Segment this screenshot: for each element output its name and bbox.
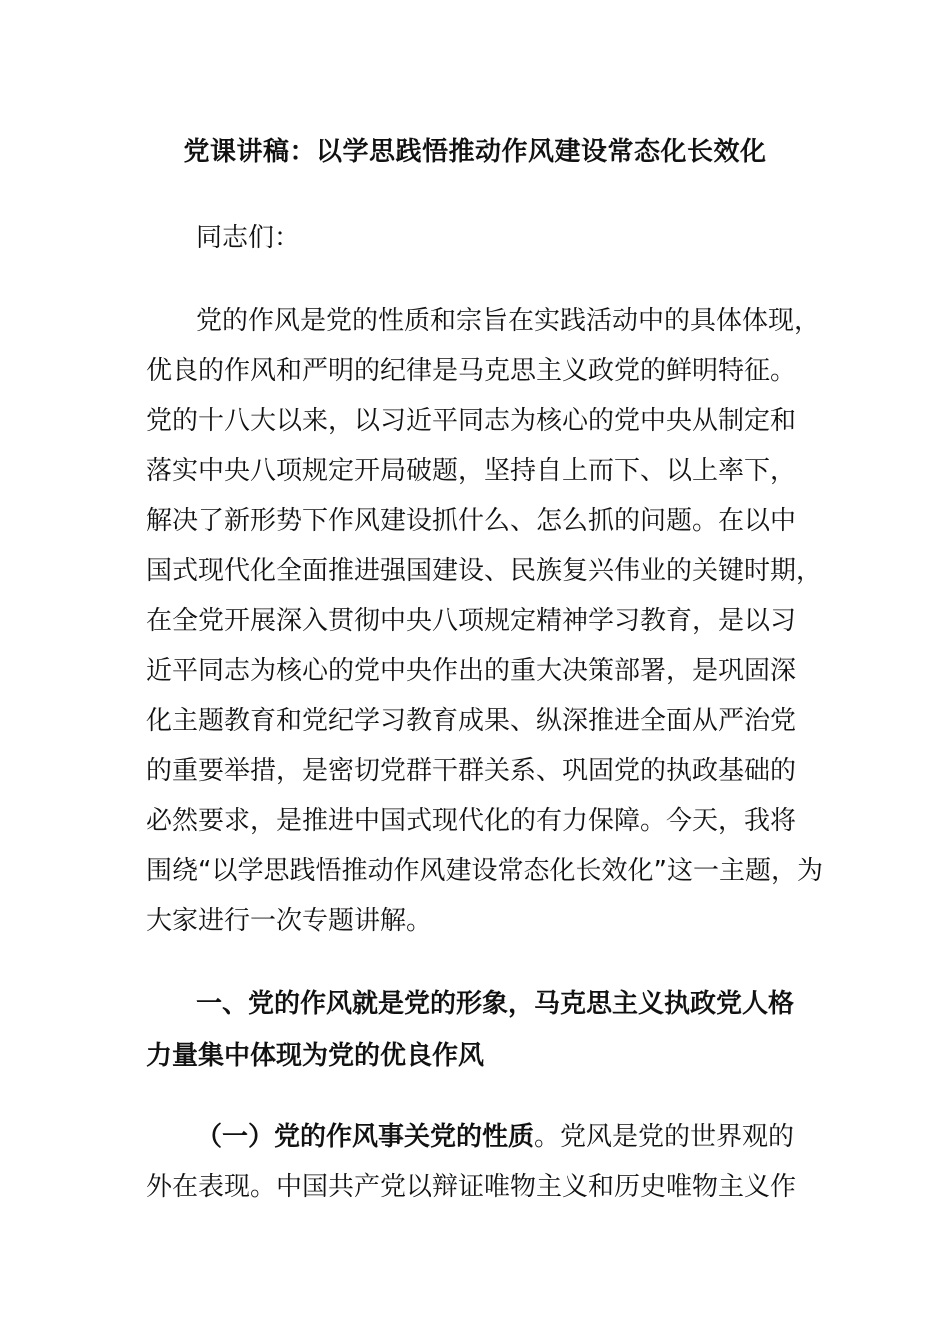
intro-line: 近平同志为核心的党中央作出的重大决策部署，是巩固深 — [146, 656, 797, 686]
greeting: 同志们： — [196, 223, 301, 253]
intro-line: 化主题教育和党纪学习教育成果、纵深推进全面从严治党 — [146, 706, 797, 736]
intro-line: 围绕“以学思践悟推动作风建设常态化长效化”这一主题，为 — [146, 856, 823, 886]
intro-line: 的重要举措，是密切党群干群关系、巩固党的执政基础的 — [146, 756, 797, 786]
intro-paragraph — [146, 296, 823, 946]
section-heading-line: 一、党的作风就是党的形象，马克思主义执政党人格 — [196, 989, 795, 1019]
intro-line: 必然要求，是推进中国式现代化的有力保障。今天，我将 — [146, 806, 797, 836]
subsection-paragraph — [146, 1112, 806, 1212]
intro-line: 优良的作风和严明的纪律是马克思主义政党的鲜明特征。 — [146, 356, 797, 386]
section-heading-line: 力量集中体现为党的优良作风 — [146, 1041, 485, 1071]
subsection-heading: （一）党的作风事关党的性质 — [196, 1122, 535, 1152]
subsection-line: （一）党的作风事关党的性质。党风是党的世界观的 — [196, 1122, 795, 1152]
intro-line: 党的作风是党的性质和宗旨在实践活动中的具体体现， — [196, 306, 821, 336]
intro-line: 大家进行一次专题讲解。 — [146, 906, 433, 936]
subsection-line: 外在表现。中国共产党以辩证唯物主义和历史唯物主义作 — [146, 1172, 797, 1202]
intro-line: 党的十八大以来，以习近平同志为核心的党中央从制定和 — [146, 406, 797, 436]
intro-line: 解决了新形势下作风建设抓什么、怎么抓的问题。在以中 — [146, 506, 797, 536]
intro-line: 在全党开展深入贯彻中央八项规定精神学习教育，是以习 — [146, 606, 797, 636]
section-heading — [146, 978, 806, 1082]
document-title: 党课讲稿：以学思践悟推动作风建设常态化长效化 — [183, 137, 767, 167]
intro-line: 落实中央八项规定开局破题，坚持自上而下、以上率下， — [146, 456, 797, 486]
intro-line: 国式现代化全面推进强国建设、民族复兴伟业的关键时期， — [146, 556, 823, 586]
